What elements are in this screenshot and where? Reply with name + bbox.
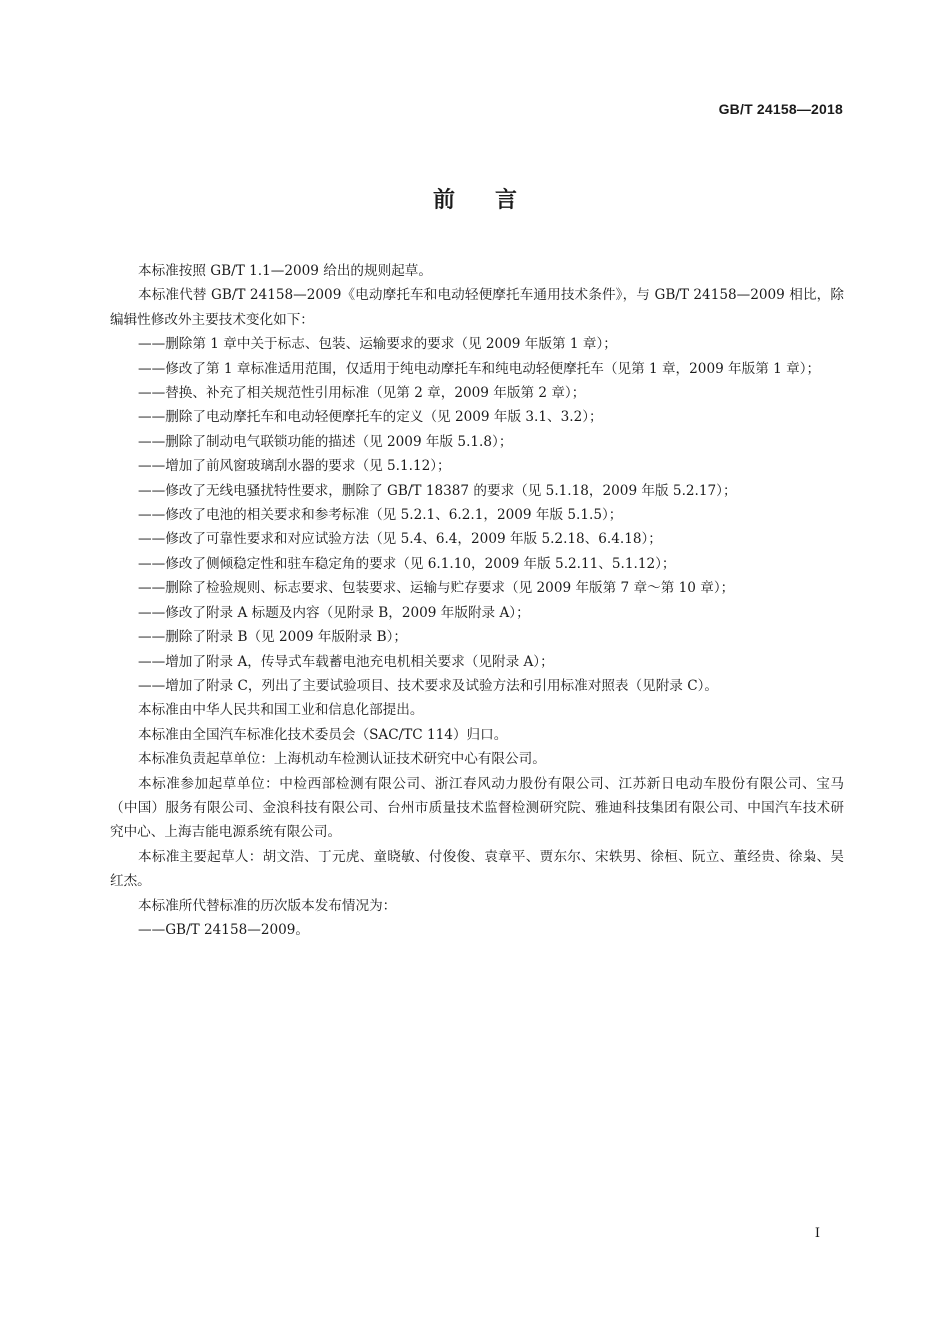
participating-units-paragraph: 本标准参加起草单位：中检西部检测有限公司、浙江春风动力股份有限公司、江苏新日电动车股份有限公司、宝马（中国）服务有限公司、金浪科技有限公司、台州市质量技术监督检测研究院、雅迪科技集团有限公司、中国汽车技术研究中心、上海吉能电源系统有限公司。: [110, 775, 844, 841]
history-list-item: ——GB/T 24158—2009。: [138, 921, 310, 938]
history-intro-paragraph: 本标准所代替标准的历次版本发布情况为：: [138, 897, 397, 914]
change-list-item: ——修改了可靠性要求和对应试验方法（见 5.4、6.4，2009 年版 5.2.18、6.4.18）；: [138, 531, 662, 548]
change-list-item: ——修改了电池的相关要求和参考标准（见 5.2.1、6.2.1，2009 年版 5.1.5）；: [138, 507, 623, 524]
standard-code: GB/T 24158—2018: [718, 101, 843, 117]
change-list-item: ——修改了侧倾稳定性和驻车稳定角的要求（见 6.1.10，2009 年版 5.2.11、5.1.12）；: [138, 555, 676, 572]
change-list-item: ——删除了检验规则、标志要求、包装要求、运输与贮存要求（见 2009 年版第 7 章～第 10 章）；: [138, 580, 735, 597]
change-list-item: ——增加了附录 A，传导式车载蓄电池充电机相关要求（见附录 A）；: [138, 653, 554, 670]
change-list-item: ——替换、补充了相关规范性引用标准（见第 2 章，2009 年版第 2 章）；: [138, 385, 586, 402]
change-list-item: ——删除了制动电气联锁功能的描述（见 2009 年版 5.1.8）；: [138, 433, 513, 450]
replacement-paragraph: 本标准代替 GB/T 24158—2009《电动摩托车和电动轻便摩托车通用技术条件》，与 GB/T 24158—2009 相比，除编辑性修改外主要技术变化如下：: [110, 287, 844, 328]
change-list-item: ——修改了第 1 章标准适用范围，仅适用于纯电动摩托车和纯电动轻便摩托车（见第 1 章，2009 年版第 1 章）；: [138, 360, 821, 377]
page-number: I: [814, 1226, 820, 1241]
change-list-item: ——增加了前风窗玻璃刮水器的要求（见 5.1.12）；: [138, 458, 451, 475]
responsible-unit-paragraph: 本标准负责起草单位：上海机动车检测认证技术研究中心有限公司。: [138, 751, 546, 768]
change-list-item: ——删除了电动摩托车和电动轻便摩托车的定义（见 2009 年版 3.1、3.2）；: [138, 409, 603, 426]
jurisdiction-paragraph: 本标准由全国汽车标准化技术委员会（SAC/TC 114）归口。: [138, 726, 508, 743]
proposed-by-paragraph: 本标准由中华人民共和国工业和信息化部提出。: [138, 702, 424, 719]
change-list-item: ——修改了附录 A 标题及内容（见附录 B，2009 年版附录 A）；: [138, 604, 530, 621]
page-title: 前言: [432, 188, 557, 213]
document-body: [110, 259, 844, 942]
drafters-paragraph: 本标准主要起草人：胡文浩、丁元虎、童晓敏、付俊俊、袁章平、贾东尔、宋轶男、徐桓、阮立、董经贵、徐枭、吴红杰。: [110, 848, 844, 890]
change-list-item: ——修改了无线电骚扰特性要求，删除了 GB/T 18387 的要求（见 5.1.18，2009 年版 5.2.17）；: [138, 482, 737, 499]
change-list-item: ——删除了附录 B（见 2009 年版附录 B）；: [138, 629, 407, 646]
change-list-item: ——增加了附录 C，列出了主要试验项目、技术要求及试验方法和引用标准对照表（见附录 C）。: [138, 677, 718, 694]
drafting-rule-paragraph: 本标准按照 GB/T 1.1—2009 给出的规则起草。: [138, 263, 432, 279]
change-list-item: ——删除第 1 章中关于标志、包装、运输要求的要求（见 2009 年版第 1 章）；: [138, 336, 617, 353]
